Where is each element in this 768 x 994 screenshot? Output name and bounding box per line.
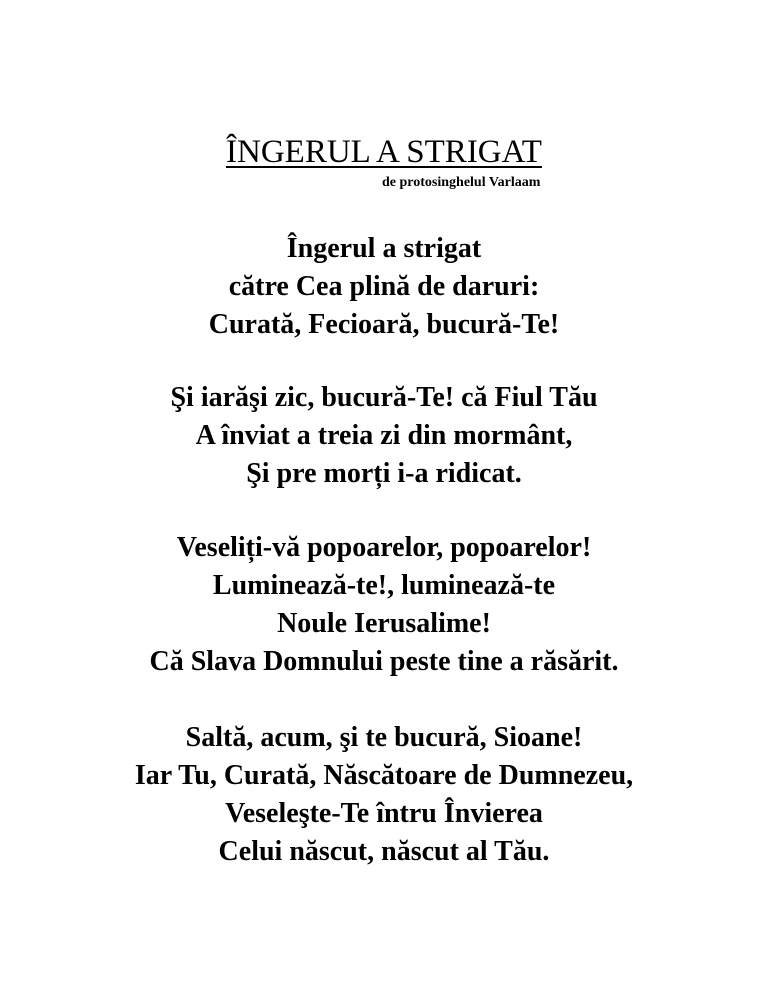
document-title-text: ÎNGERUL A STRIGAT — [226, 134, 542, 170]
verse-line: Îngerul a strigat — [286, 233, 482, 264]
stanza-3 — [0, 529, 768, 681]
verse-line: către Cea plină de daruri: — [228, 271, 540, 302]
stanza-4 — [0, 719, 768, 871]
verse-line: Saltă, acum, şi te bucură, Sioane! — [185, 722, 583, 753]
verse-line: Veseleşte-Te întru Învierea — [225, 798, 543, 829]
verse-line: Şi iarăşi zic, bucură-Te! că Fiul Tău — [170, 382, 598, 413]
verse-line: Luminează-te!, luminează-te — [212, 570, 556, 601]
verse-line: Iar Tu, Curată, Născătoare de Dumnezeu, — [134, 760, 634, 791]
verse-line: Curată, Fecioară, bucură-Te! — [208, 309, 560, 340]
stanza-1 — [0, 230, 768, 344]
author-byline: de protosinghelul Varlaam — [382, 175, 541, 190]
verse-line: Veseliți-vă popoarelor, popoarelor! — [176, 532, 592, 563]
verse-line: Celui născut, născut al Tău. — [218, 836, 550, 867]
verse-line: Noule Ierusalime! — [277, 608, 491, 639]
verse-line: A înviat a treia zi din mormânt, — [195, 420, 573, 451]
verse-line: Că Slava Domnului peste tine a răsărit. — [149, 646, 619, 677]
verse-line: Şi pre morți i-a ridicat. — [246, 458, 522, 489]
document-title — [0, 132, 768, 172]
stanza-2 — [0, 379, 768, 493]
